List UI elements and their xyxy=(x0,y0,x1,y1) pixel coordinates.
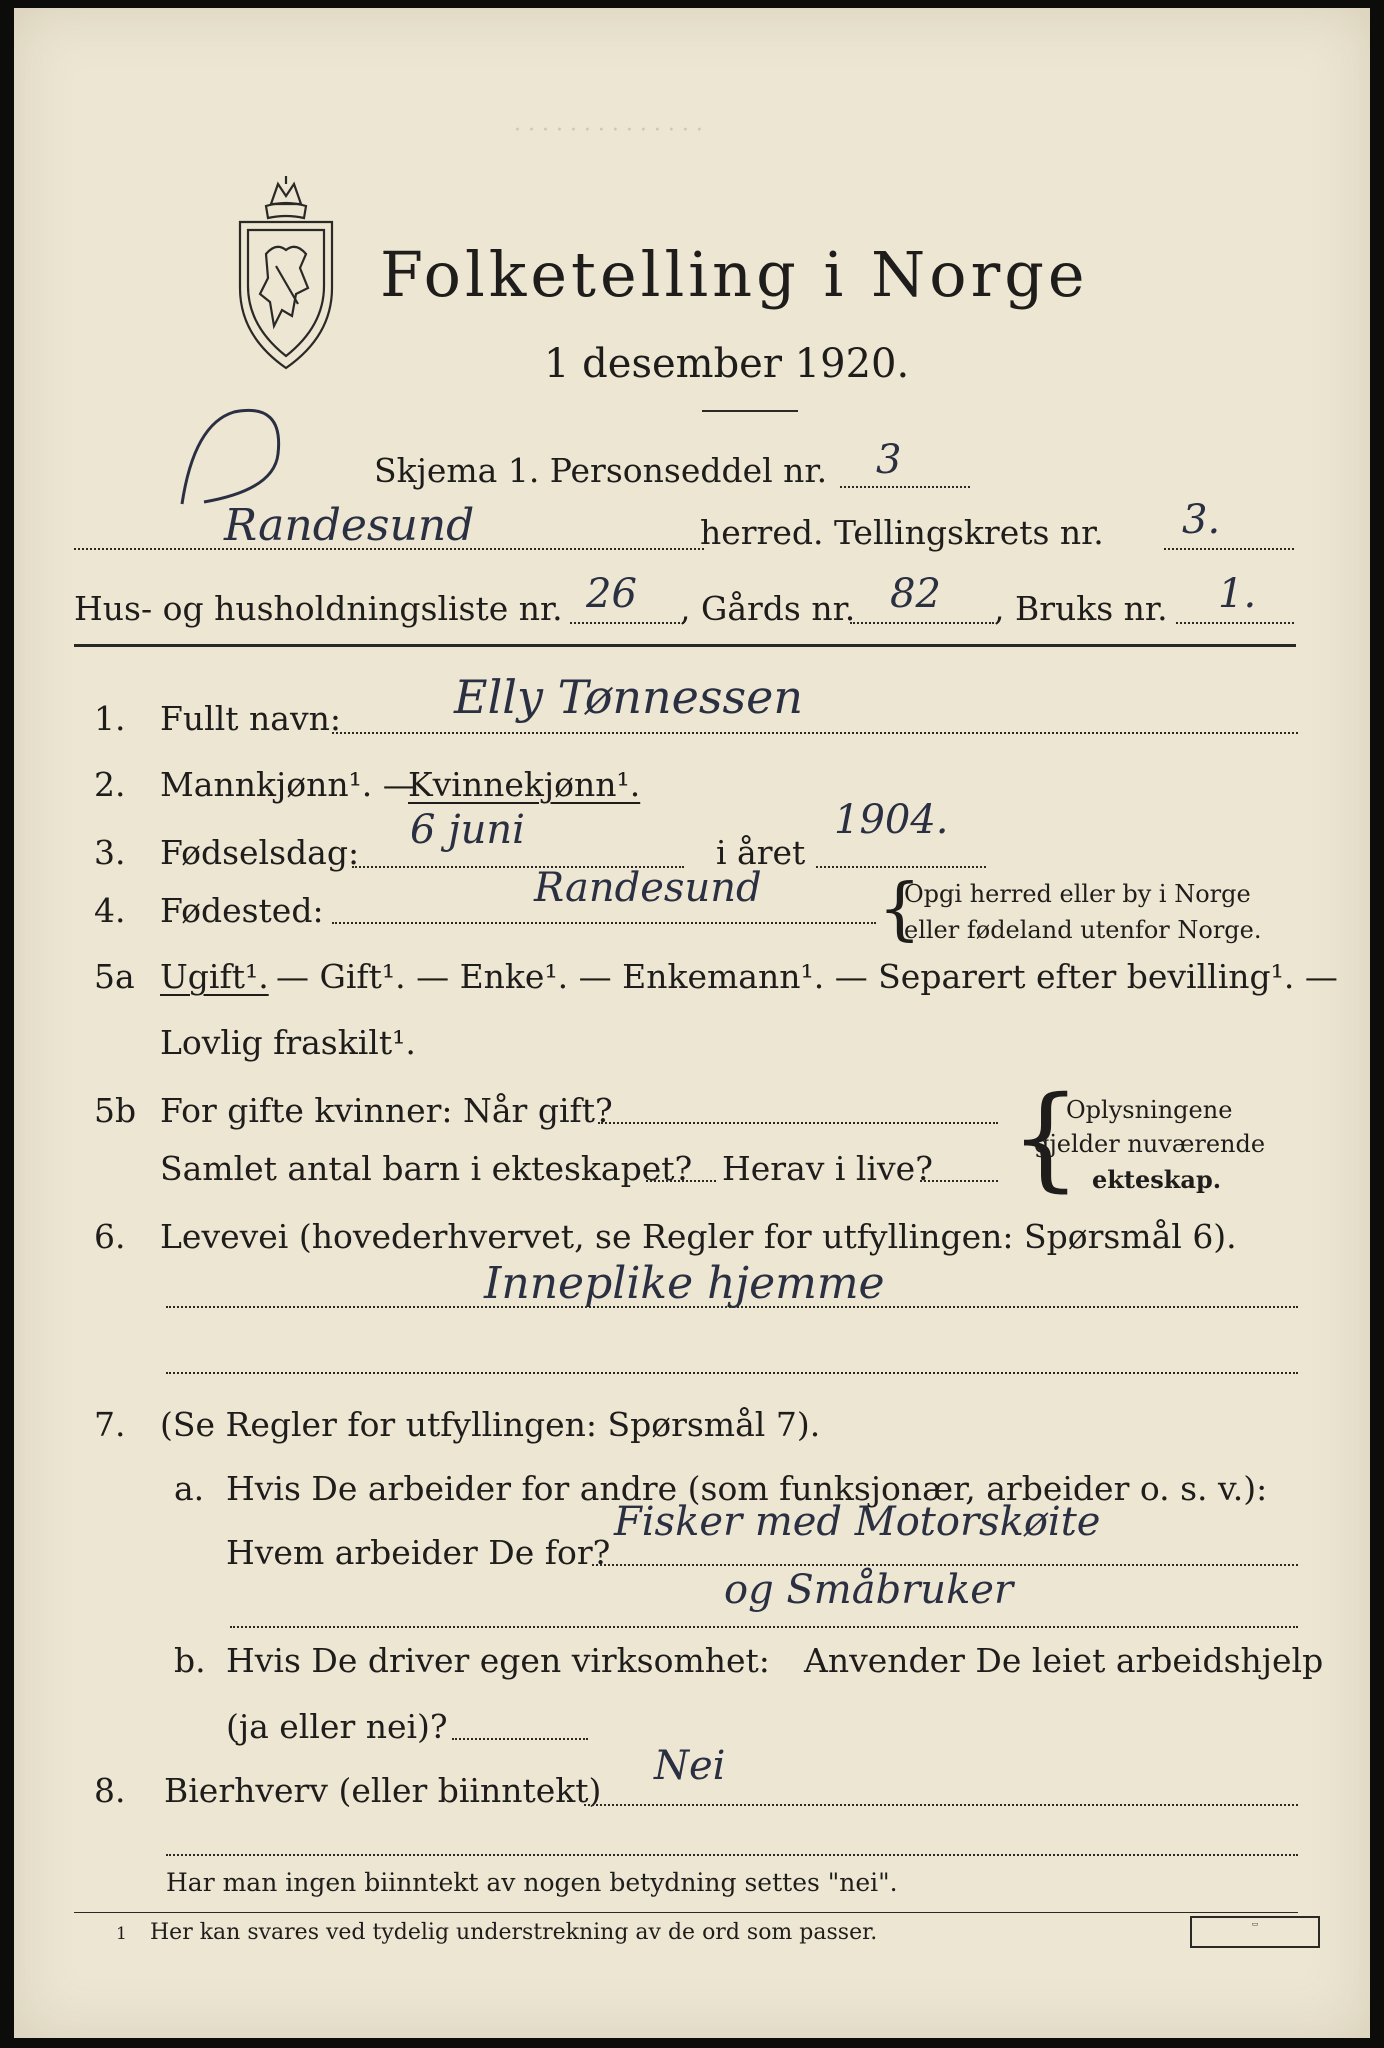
q7a-line-2 xyxy=(230,1626,1298,1628)
personseddel-line xyxy=(840,486,970,488)
bruks-label: , Bruks nr. xyxy=(994,589,1168,628)
q6-label: Levevei (hovederhvervet, se Regler for utfyllingen: Spørsmål 6). xyxy=(160,1217,1237,1256)
employer-value-2: og Småbruker xyxy=(724,1567,1014,1613)
q5a-options: — Gift¹. — Enke¹. — Enkemann¹. — Separert efter bevilling¹. — xyxy=(276,957,1338,996)
full-name-value: Elly Tønnessen xyxy=(454,670,803,724)
norwegian-coat-of-arms-icon xyxy=(226,176,346,376)
occupation-value: Inneplike hjemme xyxy=(484,1258,885,1309)
q7a-text: Hvis De arbeider for andre (som funksjonær, arbeider o. s. v.): xyxy=(226,1469,1268,1508)
q5b-note-3: ekteskap. xyxy=(1092,1165,1222,1194)
q3-year-label: i året xyxy=(716,833,806,872)
q7-label: (Se Regler for utfyllingen: Spørsmål 7). xyxy=(160,1405,821,1444)
q7b-line xyxy=(452,1738,588,1740)
q7b-text-2: Anvender De leiet arbeidshjelp xyxy=(804,1641,1324,1680)
footnote-text: Her kan svares ved tydelig understrekning av de ord som passer. xyxy=(150,1920,878,1945)
bruks-nr: 1. xyxy=(1218,571,1257,617)
q6-number: 6. xyxy=(94,1217,126,1256)
q7b-text-1: Hvis De driver egen virksomhet: xyxy=(226,1641,770,1680)
q3-label: Fødselsdag: xyxy=(160,833,360,872)
q8-label: Bierhverv (eller biinntekt) xyxy=(164,1771,602,1810)
gards-nr: 82 xyxy=(890,571,941,617)
gards-label: , Gårds nr. xyxy=(680,589,856,628)
q4-line xyxy=(332,922,876,924)
footnote-number: 1 xyxy=(116,1924,127,1944)
q4-brace: { xyxy=(878,870,922,949)
q8-line xyxy=(584,1804,1298,1806)
printer-stamp: ▭ xyxy=(1190,1916,1320,1948)
q5b-number: 5b xyxy=(94,1091,137,1130)
q7b-question: (ja eller nei)? xyxy=(226,1707,448,1746)
q5b-label-1: For gifte kvinner: Når gift? xyxy=(160,1091,613,1130)
side-income-value: Nei xyxy=(654,1743,726,1789)
q4-label: Fødested: xyxy=(160,891,324,930)
herred-label: herred. Tellingskrets nr. xyxy=(700,513,1104,552)
hus-label: Hus- og husholdningsliste nr. xyxy=(74,589,563,628)
q2-number: 2. xyxy=(94,765,126,804)
q3-number: 3. xyxy=(94,833,126,872)
q8-line-2 xyxy=(166,1854,1298,1856)
q4-note-1: Opgi herred eller by i Norge xyxy=(904,880,1251,908)
header-separator xyxy=(74,644,1296,647)
q4-number: 4. xyxy=(94,891,126,930)
tellingskrets-line xyxy=(1164,548,1294,550)
hus-nr: 26 xyxy=(586,571,637,617)
skjema-label: Skjema 1. Personseddel nr. xyxy=(374,451,828,490)
census-date: 1 desember 1920. xyxy=(544,341,910,387)
tellingskrets-nr: 3. xyxy=(1182,497,1221,543)
q7a-question: Hvem arbeider De for? xyxy=(226,1533,611,1572)
employer-value-1: Fisker med Motorskøite xyxy=(614,1499,1101,1545)
q1-label: Fullt navn: xyxy=(160,699,341,738)
q5b-children-line xyxy=(646,1180,716,1182)
q5b-label-3: Herav i live? xyxy=(722,1149,933,1188)
birth-year-value: 1904. xyxy=(834,797,949,843)
birth-day-value: 6 juni xyxy=(410,807,525,853)
herred-name: Randesund xyxy=(224,500,475,551)
q5b-alive-line xyxy=(920,1180,998,1182)
q6-line-2 xyxy=(166,1372,1298,1374)
q5b-brace: { xyxy=(1010,1073,1082,1203)
handwritten-flourish-icon xyxy=(174,394,294,514)
personseddel-nr: 3 xyxy=(876,437,902,483)
bruks-line xyxy=(1176,622,1294,624)
q5b-note-2: gjelder nuværende xyxy=(1034,1130,1266,1158)
title-divider xyxy=(702,410,798,412)
q5a-ugift-underlined: Ugift¹. xyxy=(160,957,269,996)
q8-number: 8. xyxy=(94,1771,126,1810)
birthplace-value: Randesund xyxy=(534,865,762,911)
q1-line xyxy=(332,732,1298,734)
hus-line xyxy=(570,622,684,624)
q7a-letter: a. xyxy=(174,1469,205,1508)
q5a-number: 5a xyxy=(94,957,135,996)
q6-line-1 xyxy=(166,1306,1298,1308)
q2-male: Mannkjønn¹. — xyxy=(160,765,416,804)
q5b-label-2: Samlet antal barn i ekteskapet? xyxy=(160,1149,693,1188)
bleed-through-text: · · · · · · · · · · · · · · xyxy=(514,118,703,143)
q5a-line2: Lovlig fraskilt¹. xyxy=(160,1023,416,1062)
footer-note: Har man ingen biinntekt av nogen betydning settes "nei". xyxy=(166,1868,898,1897)
form-title: Folketelling i Norge xyxy=(380,238,1089,311)
q2-female-underlined: Kvinnekjønn¹. xyxy=(408,765,641,804)
q7a-line-1 xyxy=(592,1564,1298,1566)
census-form-page xyxy=(14,8,1370,2038)
q5b-note-1: Oplysningene xyxy=(1066,1096,1233,1124)
q7b-letter: b. xyxy=(174,1641,206,1680)
q1-number: 1. xyxy=(94,699,126,738)
q4-note-2: eller fødeland utenfor Norge. xyxy=(904,916,1262,944)
gards-line xyxy=(850,622,994,624)
q3-year-line xyxy=(816,866,986,868)
q5b-when-line xyxy=(598,1122,998,1124)
q7-number: 7. xyxy=(94,1405,126,1444)
footnote-rule xyxy=(74,1912,1298,1913)
